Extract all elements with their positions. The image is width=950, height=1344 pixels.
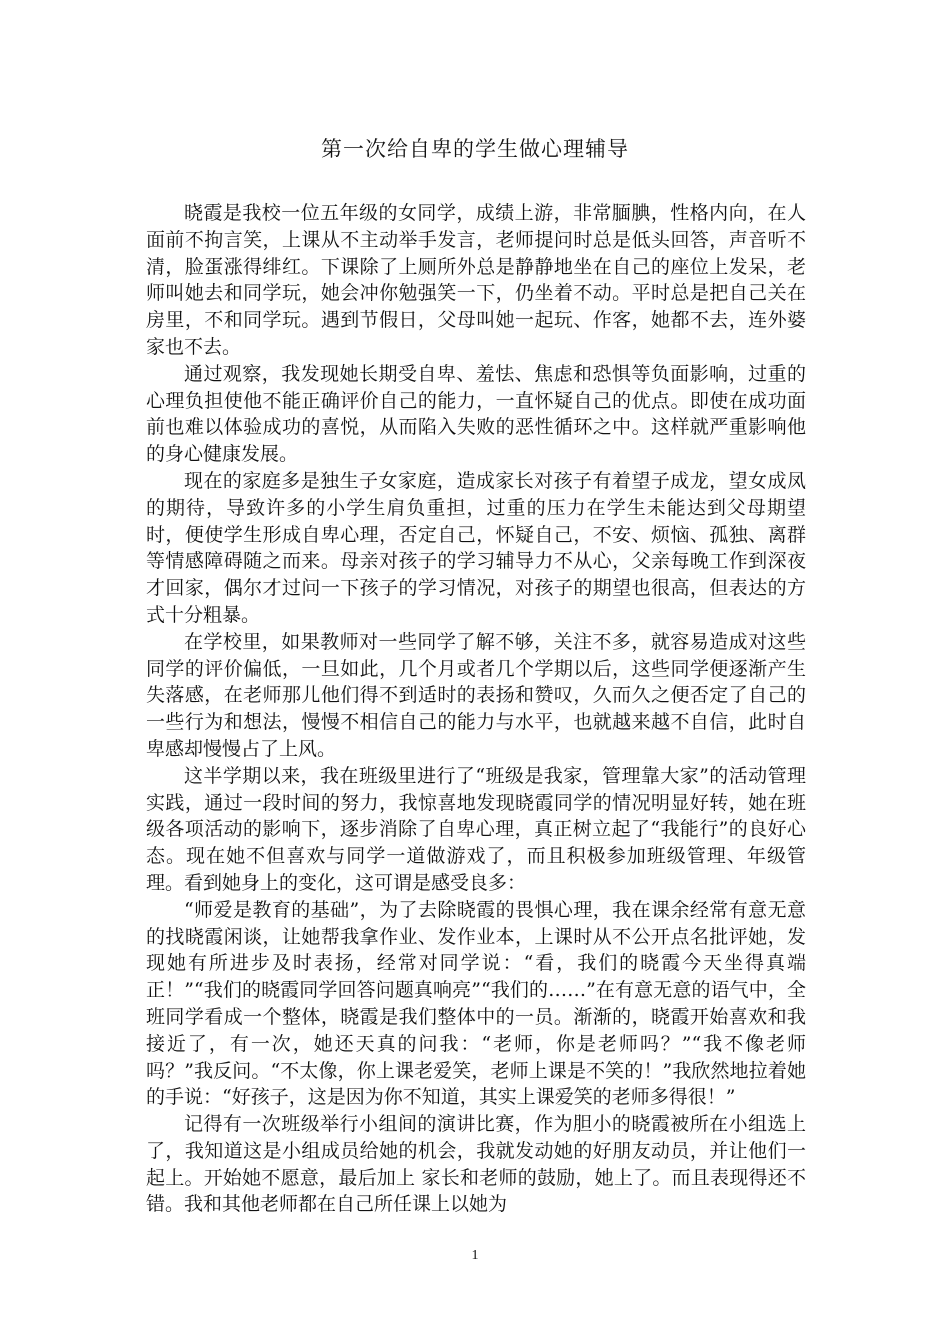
paragraph-4: 在学校里，如果教师对一些同学了解不够，关注不多，就容易造成对这些同学的评价偏低，一旦如此，几个月或者几个学期以后，这些同学便逐渐产生失落感，在老师那儿他们得不到适时的表扬和赞叹，久而久之便否定了自己的一些行为和想法，慢慢不相信自己的能力与水平，也就越来越不自信，此时自卑感却慢慢占了上风。 bbox=[146, 630, 806, 760]
document-body bbox=[146, 200, 806, 1218]
paragraph-6: “师爱是教育的基础”，为了去除晓霞的畏惧心理，我在课余经常有意无意的找晓霞闲谈，让她帮我拿作业、发作业本，上课时从不公开点名批评她，发现她有所进步及时表扬，经常对同学说：“看，我们的晓霞今天坐得真端正！”“我们的晓霞同学回答问题真响亮”“我们的……”在有意无意的语气中，全班同学看成一个整体，晓霞是我们整体中的一员。渐渐的，晓霞开始喜欢和我接近了，有一次，她还天真的问我：“老师，你是老师吗？”“我不像老师吗？”我反问。“不太像，你上课老爱笑，老师上课是不笑的！”我欣然地拉着她的手说：“好孩子，这是因为你不知道，其实上课爱笑的老师多得很！” bbox=[146, 898, 806, 1109]
page-number: 1 bbox=[471, 1248, 479, 1263]
paragraph-2: 通过观察，我发现她长期受自卑、羞怯、焦虑和恐惧等负面影响，过重的心理负担使他不能正确评价自己的能力，一直怀疑自己的优点。即使在成功面前也难以体验成功的喜悦，从而陷入失败的恶性循环之中。这样就严重影响他的身心健康发展。 bbox=[146, 362, 806, 466]
paragraph-5: 这半学期以来，我在班级里进行了“班级是我家，管理靠大家”的活动管理实践，通过一段时间的努力，我惊喜地发现晓霞同学的情况明显好转，她在班级各项活动的影响下，逐步消除了自卑心理，真正树立起了“我能行”的良好心态。现在她不但喜欢与同学一道做游戏了，而且积极参加班级管理、年级管理。看到她身上的变化，这可谓是感受良多： bbox=[146, 764, 806, 894]
paragraph-1: 晓霞是我校一位五年级的女同学，成绩上游，非常腼腆，性格内向，在人面前不拘言笑，上课从不主动举手发言，老师提问时总是低头回答，声音听不清，脸蛋涨得绯红。下课除了上厕所外总是静静地坐在自己的座位上发呆，老师叫她去和同学玩，她会冲你勉强笑一下，仍坐着不动。平时总是把自己关在房里，不和同学玩。遇到节假日，父母叫她一起玩、作客，她都不去，连外婆家也不去。 bbox=[146, 202, 806, 358]
paragraph-7: 记得有一次班级举行小组间的演讲比赛，作为胆小的晓霞被所在小组选上了，我知道这是小组成员给她的机会，我就发动她的好朋友动员，并让他们一起上。开始她不愿意，最后加上 家长和老师的鼓励，她上了。而且表现得还不错。我和其他老师都在自己所任课上以她为 bbox=[146, 1113, 806, 1216]
document-title: 第一次给自卑的学生做心理辅导 bbox=[321, 137, 629, 161]
paragraph-3: 现在的家庭多是独生子女家庭，造成家长对孩子有着望子成龙，望女成凤的期待，导致许多的小学生肩负重担，过重的压力在学生未能达到父母期望时，便使学生形成自卑心理，否定自己，怀疑自己，不安、烦恼、孤独、离群等情感障碍随之而来。母亲对孩子的学习辅导力不从心，父亲每晚工作到深夜才回家，偶尔才过问一下孩子的学习情况，对孩子的期望也很高，但表达的方式十分粗暴。 bbox=[146, 469, 806, 626]
